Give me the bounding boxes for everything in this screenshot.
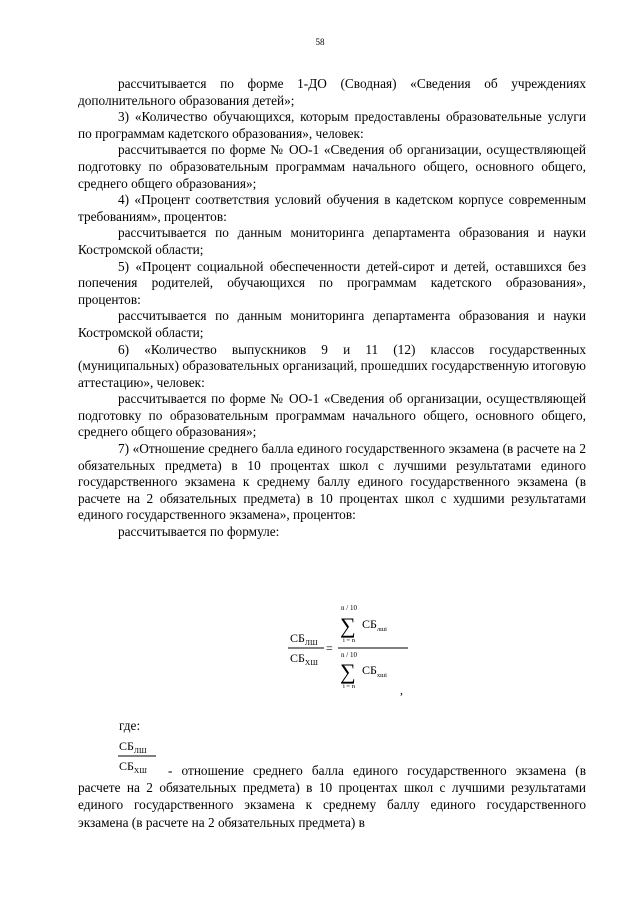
formula-ratio (284, 604, 414, 694)
paragraph: рассчитывается по форме № ОО-1 «Сведения об организации, осуществляющей подготовку по образовательным программам начального общего, основного общего, среднего общего образования»; (78, 142, 586, 191)
paragraph: 6) «Количество выпускников 9 и 11 (12) классов государственных (муниципальных) образовательных организаций, прошедших государственную итоговую аттестацию», человек: (78, 341, 586, 390)
paragraph: 3) «Количество обучающихся, которым предоставлены образовательные услуги по программам кадетского образования», человек: (78, 109, 586, 141)
sum-upper-top: n / 10 (341, 604, 357, 612)
where-description-text: - отношение среднего балла единого государственного экзамена (в расчете на 2 обязательных предмета) в 10 процентах школ с лучшими результатами единого государственного экзамена к среднему баллу единого государственного экзамена (в расчете на 2 обязательных предмета) в (78, 763, 586, 830)
where-label: где: (119, 718, 141, 733)
where-frac-num: $СБ_{ЛШ}$ (119, 739, 147, 755)
formula-lhs-num: $СБ_{ЛШ}$ (290, 631, 318, 647)
document-body (78, 76, 586, 541)
paragraph: 5) «Процент социальной обеспеченности детей-сирот и детей, оставшихся без попечения родителей, обучающихся по программам кадетского образования», процентов: (78, 258, 586, 307)
sum-upper-bottom: n / 10 (341, 651, 357, 659)
sum-sign-bottom: ∑ (340, 659, 356, 684)
where-description (78, 762, 586, 831)
paragraph: рассчитывается по данным мониторинга департамента образования и науки Костромской области; (78, 308, 586, 340)
sum-sign-top: ∑ (340, 613, 356, 638)
formula-rhs-num: $СБ_{лшi}$ (362, 617, 387, 633)
paragraph: рассчитывается по данным мониторинга департамента образования и науки Костромской области; (78, 225, 586, 257)
formula-lhs-den: $СБ_{ХШ}$ (290, 651, 318, 667)
where-frac-den: $СБ_{ХШ}$ (119, 759, 147, 773)
paragraph: 7) «Отношение среднего балла единого государственного экзамена (в расчете на 2 обязательных предмета) в 10 процентах школ с лучшими результатами единого государственного экзамена к среднему баллу единого государственного экзамена (в расчете на 2 обязательных предмета) в 10 процентах школ с худшими результатами единого государственного экзамена», процентов: (78, 441, 586, 523)
formula-rhs-den: $СБ_{хшi}$ (362, 663, 387, 679)
sum-lower-bottom: i = n (343, 683, 355, 690)
paragraph: рассчитывается по форме № ОО-1 «Сведения об организации, осуществляющей подготовку по образовательным программам начального общего, основного общего, среднего общего образования»; (78, 391, 586, 440)
formula-equals: = (326, 641, 333, 655)
page-number: 58 (315, 37, 325, 47)
formula-comma: , (400, 683, 403, 697)
paragraph: рассчитывается по форме 1-ДО (Сводная) «Сведения об учреждениях дополнительного образования детей»; (78, 76, 586, 108)
paragraph: 4) «Процент соответствия условий обучения в кадетском корпусе современным требованиям», процентов: (78, 192, 586, 224)
paragraph: рассчитывается по формуле: (118, 524, 280, 540)
sum-lower-top: i = n (343, 637, 355, 644)
